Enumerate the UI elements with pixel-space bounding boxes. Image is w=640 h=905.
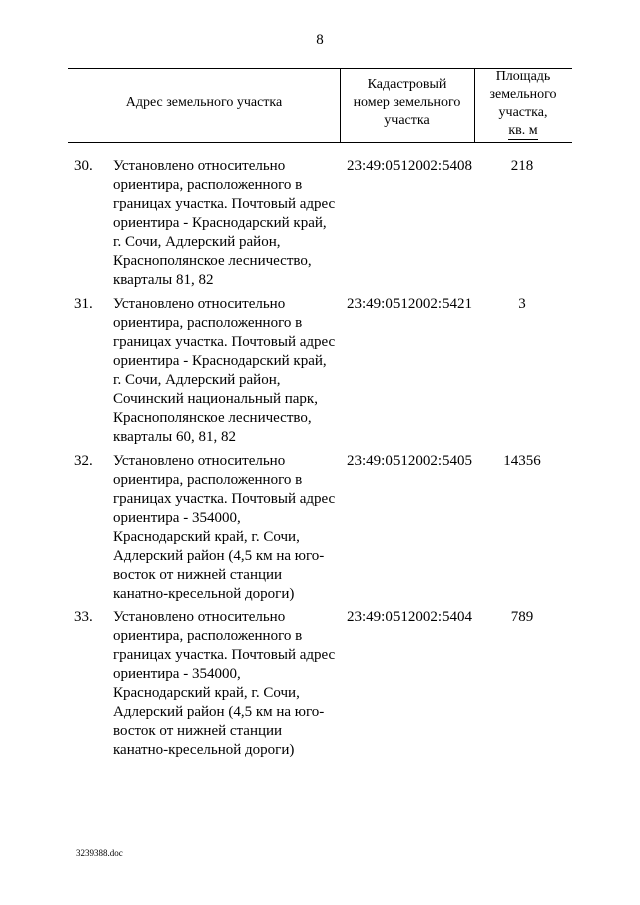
header-area-line: участка, bbox=[498, 105, 548, 120]
row-area: 3 bbox=[518, 296, 526, 312]
address-line: Краснодарский край, г. Сочи, bbox=[113, 685, 300, 701]
row-address bbox=[113, 295, 335, 447]
row-cadastral-number: 23:49:0512002:5408 bbox=[347, 158, 473, 174]
address-line: ориентира - 354000, bbox=[113, 510, 241, 526]
address-line: границах участка. Почтовый адрес bbox=[113, 196, 336, 212]
row-area: 789 bbox=[510, 609, 534, 625]
row-area: 218 bbox=[510, 158, 534, 174]
address-line: ориентира - Краснодарский край, bbox=[113, 215, 327, 231]
header-area-unit: кв. м bbox=[508, 123, 538, 138]
address-line: Сочинский национальный парк, bbox=[113, 391, 318, 407]
address-line: ориентира, расположенного в bbox=[113, 315, 303, 331]
address-line: Установлено относительно bbox=[113, 609, 286, 625]
row-cadastral-number: 23:49:0512002:5421 bbox=[347, 296, 473, 312]
address-line: кварталы 81, 82 bbox=[113, 272, 214, 288]
address-line: восток от нижней станции bbox=[113, 567, 283, 583]
address-line: Адлерский район (4,5 км на юго- bbox=[113, 548, 325, 564]
header-address: Адрес земельного участка bbox=[125, 95, 283, 110]
address-line: восток от нижней станции bbox=[113, 723, 283, 739]
address-line: границах участка. Почтовый адрес bbox=[113, 334, 336, 350]
header-cadastral-line: номер земельного bbox=[353, 95, 461, 110]
row-area: 14356 bbox=[503, 453, 541, 469]
row-number: 30. bbox=[74, 158, 93, 174]
row-cadastral-number: 23:49:0512002:5405 bbox=[347, 453, 473, 469]
header-cadastral-line: Кадастровый bbox=[367, 77, 447, 92]
header-area bbox=[474, 68, 572, 140]
address-line: Краснополянское лесничество, bbox=[113, 410, 312, 426]
address-line: границах участка. Почтовый адрес bbox=[113, 491, 336, 507]
row-number: 32. bbox=[74, 453, 93, 469]
address-line: Краснодарский край, г. Сочи, bbox=[113, 529, 300, 545]
row-number: 31. bbox=[74, 296, 93, 312]
header-area-line: Площадь bbox=[495, 69, 551, 84]
address-line: Установлено относительно bbox=[113, 453, 286, 469]
address-line: г. Сочи, Адлерский район, bbox=[113, 372, 281, 388]
document-file-code: 3239388.doc bbox=[76, 848, 123, 858]
address-line: Адлерский район (4,5 км на юго- bbox=[113, 704, 325, 720]
header-cadastral bbox=[340, 76, 474, 130]
row-address bbox=[113, 608, 335, 760]
row-number: 33. bbox=[74, 609, 93, 625]
table-header-rule bbox=[68, 142, 572, 143]
address-line: г. Сочи, Адлерский район, bbox=[113, 234, 281, 250]
address-line: ориентира - Краснодарский край, bbox=[113, 353, 327, 369]
page-number: 8 bbox=[316, 32, 324, 48]
address-line: ориентира, расположенного в bbox=[113, 628, 303, 644]
header-area-line: земельного bbox=[489, 87, 557, 102]
row-cadastral-number: 23:49:0512002:5404 bbox=[347, 609, 473, 625]
row-address bbox=[113, 452, 335, 604]
address-line: кварталы 60, 81, 82 bbox=[113, 429, 236, 445]
address-line: Установлено относительно bbox=[113, 296, 286, 312]
address-line: Установлено относительно bbox=[113, 158, 286, 174]
address-line: канатно-кресельной дороги) bbox=[113, 586, 295, 602]
address-line: Краснополянское лесничество, bbox=[113, 253, 312, 269]
address-line: ориентира, расположенного в bbox=[113, 472, 303, 488]
address-line: ориентира, расположенного в bbox=[113, 177, 303, 193]
row-address bbox=[113, 157, 335, 290]
address-line: канатно-кресельной дороги) bbox=[113, 742, 295, 758]
header-cadastral-line: участка bbox=[384, 113, 430, 128]
address-line: границах участка. Почтовый адрес bbox=[113, 647, 336, 663]
address-line: ориентира - 354000, bbox=[113, 666, 241, 682]
